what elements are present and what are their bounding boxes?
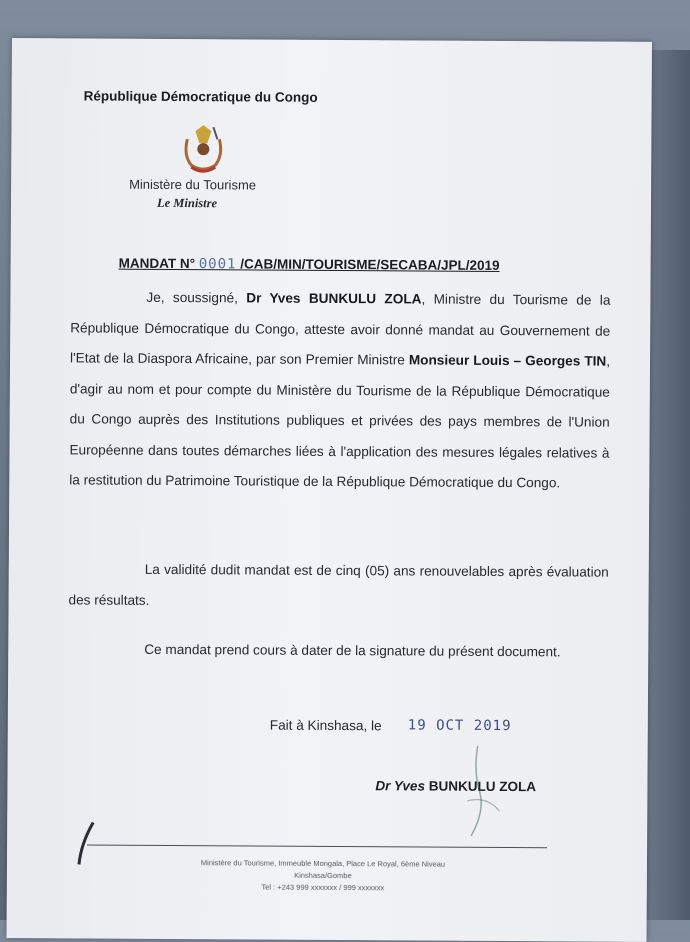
footer-address: Ministère du Tourisme, Immeuble Mongala, Place Le Royal, 6ème Niveau Kinshasa/Gombe Tel : +243 999 xxxxxxx / 999 xxxxxxx xyxy=(200,858,446,893)
mandate-reference: /CAB/MIN/TOURISME/SECABA/JPL/2019 xyxy=(240,256,500,273)
signer-name: Dr Yves BUNKULU ZOLA xyxy=(375,778,537,795)
paragraph-effective-date: Ce mandat prend cours à dater de la signature du présent document. xyxy=(144,641,561,660)
date-stamp: 19 OCT 2019 xyxy=(407,717,512,735)
minister-title: Le Ministre xyxy=(156,195,218,211)
mandate-prefix: MANDAT N° xyxy=(118,255,196,272)
mandate-number: 0001 xyxy=(198,256,237,273)
ministry-name: Ministère du Tourisme xyxy=(129,176,257,193)
signature-mark xyxy=(447,741,518,851)
country-heading: République Démocratique du Congo xyxy=(83,88,318,105)
coat-of-arms-emblem xyxy=(173,121,233,177)
paragraph-validity: La validité dudit mandat est de cinq (05) ans renouvelables après évaluation des résultats. xyxy=(68,561,609,608)
mandate-title xyxy=(119,256,500,274)
place-line: Fait à Kinshasa, le xyxy=(269,717,382,734)
minister-name: Dr Yves BUNKULU ZOLA xyxy=(246,290,422,307)
representative-name: Monsieur Louis – Georges TIN xyxy=(408,352,607,369)
paragraph-mandate: Je, soussigné, Dr Yves BUNKULU ZOLA, Ministre du Tourisme de la République Démocratique du Congo, atteste avoir donné mandat au Gouvernement de l'Etat de la Diaspora Africaine, par son Premier Ministre Monsieur Louis – Georges TIN, d'agir au nom et pour compte du Ministère du Tourisme de la République Démocratique du Congo auprès des Institutions publiques et privées des pays membres de l'Union Européenne dans toutes démarches liées à l'application des mesures légales relatives à la restitution du Patrimoine Touristique de la République Démocratique du Congo. xyxy=(69,289,611,491)
document-page xyxy=(7,38,652,942)
margin-scribble xyxy=(71,818,101,868)
